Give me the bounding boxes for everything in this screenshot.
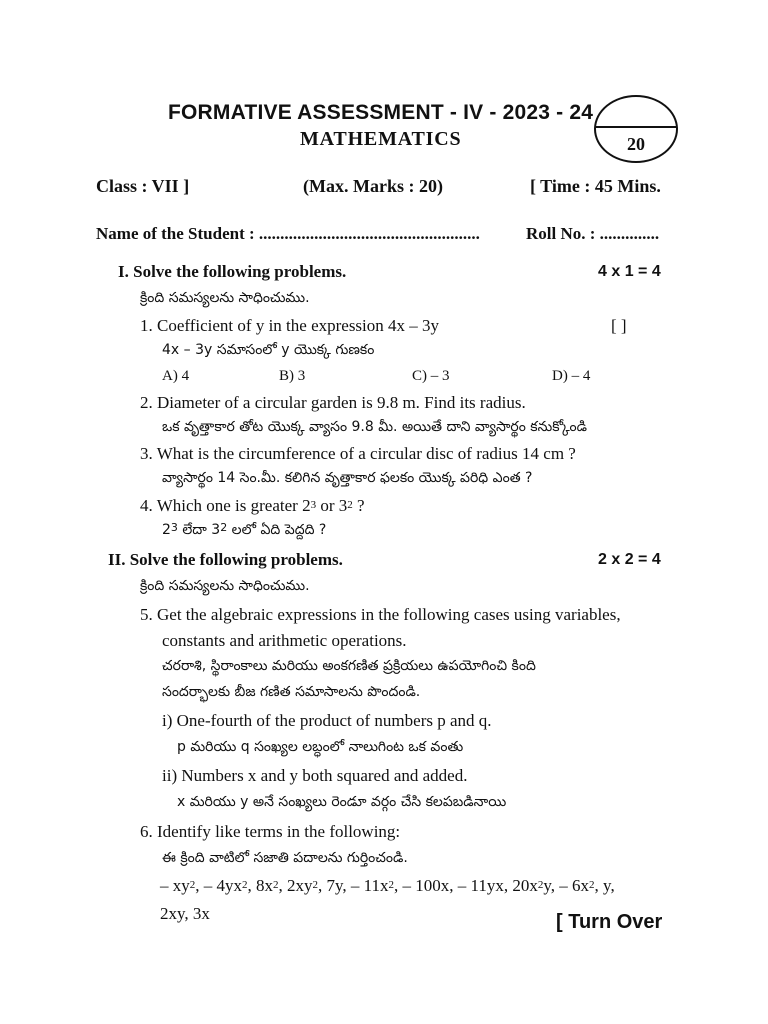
q4-exp1: 3 — [310, 499, 317, 511]
q5-part-i-telugu: p మరియు q సంఖ్యల లబ్ధంలో నాలుగింట ఒక వంతు — [177, 739, 464, 755]
roll-number-field: Roll No. : .............. — [526, 224, 660, 243]
circle-divider — [596, 126, 676, 128]
q4-suffix: ? — [352, 496, 365, 515]
q4-te-mid: లేదా 3 — [177, 522, 221, 538]
q1-option-a: A) 4 — [162, 368, 190, 384]
q4-te-base: 2 — [162, 522, 171, 538]
section1-marks: 4 x 1 = 4 — [598, 263, 661, 280]
q5-line2: constants and arithmetic operations. — [162, 631, 407, 650]
q4-telugu — [162, 522, 326, 541]
q1-telugu: 4x – 3y సమాసంలో y యొక్క గుణకం — [162, 342, 375, 358]
q3-telugu: వ్యాసార్థం 14 సెం.మీ. కలిగిన వృత్తాకార ఫలకం యొక్క పరిధి ఎంత ? — [162, 470, 533, 486]
q6-telugu: ఈ క్రింది వాటిలో సజాతి పదాలను గుర్తించండి. — [162, 850, 408, 866]
q4-te-suffix: లలో ఏది పెద్దది ? — [227, 522, 327, 538]
section1-heading-telugu: క్రింది సమస్యలను సాధించుము. — [140, 290, 310, 306]
section1-heading: I. Solve the following problems. — [118, 262, 347, 281]
exam-title: FORMATIVE ASSESSMENT - IV - 2023 - 24 — [168, 101, 594, 124]
class-label: Class : VII ] — [96, 176, 190, 196]
q5-line1: 5. Get the algebraic expressions in the following cases using variables, — [140, 605, 621, 624]
q6-text: 6. Identify like terms in the following: — [140, 822, 401, 841]
q5-part-ii: ii) Numbers x and y both squared and added. — [162, 766, 468, 785]
turn-over-label: [ Turn Over — [556, 911, 663, 933]
q4-text — [140, 496, 365, 516]
q2-telugu: ఒక వృత్తాకార తోట యొక్క వ్యాసం 9.8 మీ. అయితే దాని వ్యాసార్థం కనుక్కోండి — [162, 419, 587, 435]
section2-heading-telugu: క్రింది సమస్యలను సాధించుము. — [140, 578, 310, 594]
q5-part-ii-telugu: x మరియు y అనే సంఖ్యలు రెండూ వర్గం చేసి కలపబడినాయి — [177, 794, 507, 810]
q1-option-c: C) – 3 — [412, 368, 450, 384]
q4-mid: or 3 — [316, 496, 348, 515]
q4-exp2: 2 — [347, 499, 353, 511]
q5-telugu-1: చరరాశి, స్థిరాంకాలు మరియు అంకగణిత ప్రక్రియలు ఉపయోగించి కింది — [162, 658, 536, 674]
section2-marks: 2 x 2 = 4 — [598, 551, 661, 568]
q4-te-exp2: 2 — [220, 521, 228, 534]
q1-option-d: D) – 4 — [552, 368, 591, 384]
q6-terms-line1: – $xy^2$, – $4yx^2$, $8x^2$, $2xy^2$, 7y, – $11x^2$, – 100x, – 11yx, $20x^2y$, – $6x^2$, y, — [160, 876, 615, 895]
time-label: [ Time : 45 Mins. — [530, 176, 661, 196]
q1-answer-bracket: [ ] — [611, 316, 627, 335]
q1-text: 1. Coefficient of y in the expression 4x – 3y — [140, 316, 440, 335]
q3-text: 3. What is the circumference of a circular disc of radius 14 cm ? — [140, 444, 576, 463]
section2-heading: II. Solve the following problems. — [108, 550, 343, 569]
q5-telugu-2: సందర్భాలకు బీజ గణిత సమాసాలను పొందండి. — [162, 684, 421, 700]
max-marks-label: (Max. Marks : 20) — [303, 176, 443, 196]
total-marks-circle — [594, 95, 678, 163]
q1-option-b: B) 3 — [279, 368, 306, 384]
q4-te-exp1: 3 — [170, 521, 178, 534]
subject-title: MATHEMATICS — [300, 128, 462, 150]
q2-text: 2. Diameter of a circular garden is 9.8 m. Find its radius. — [140, 393, 526, 412]
total-marks: 20 — [627, 134, 645, 154]
student-name-field: Name of the Student : .................................................... — [96, 224, 480, 243]
q6-terms-line2: 2xy, 3x — [160, 904, 210, 923]
q4-prefix: 4. Which one is greater 2 — [140, 496, 311, 515]
q5-part-i: i) One-fourth of the product of numbers p and q. — [162, 711, 492, 730]
